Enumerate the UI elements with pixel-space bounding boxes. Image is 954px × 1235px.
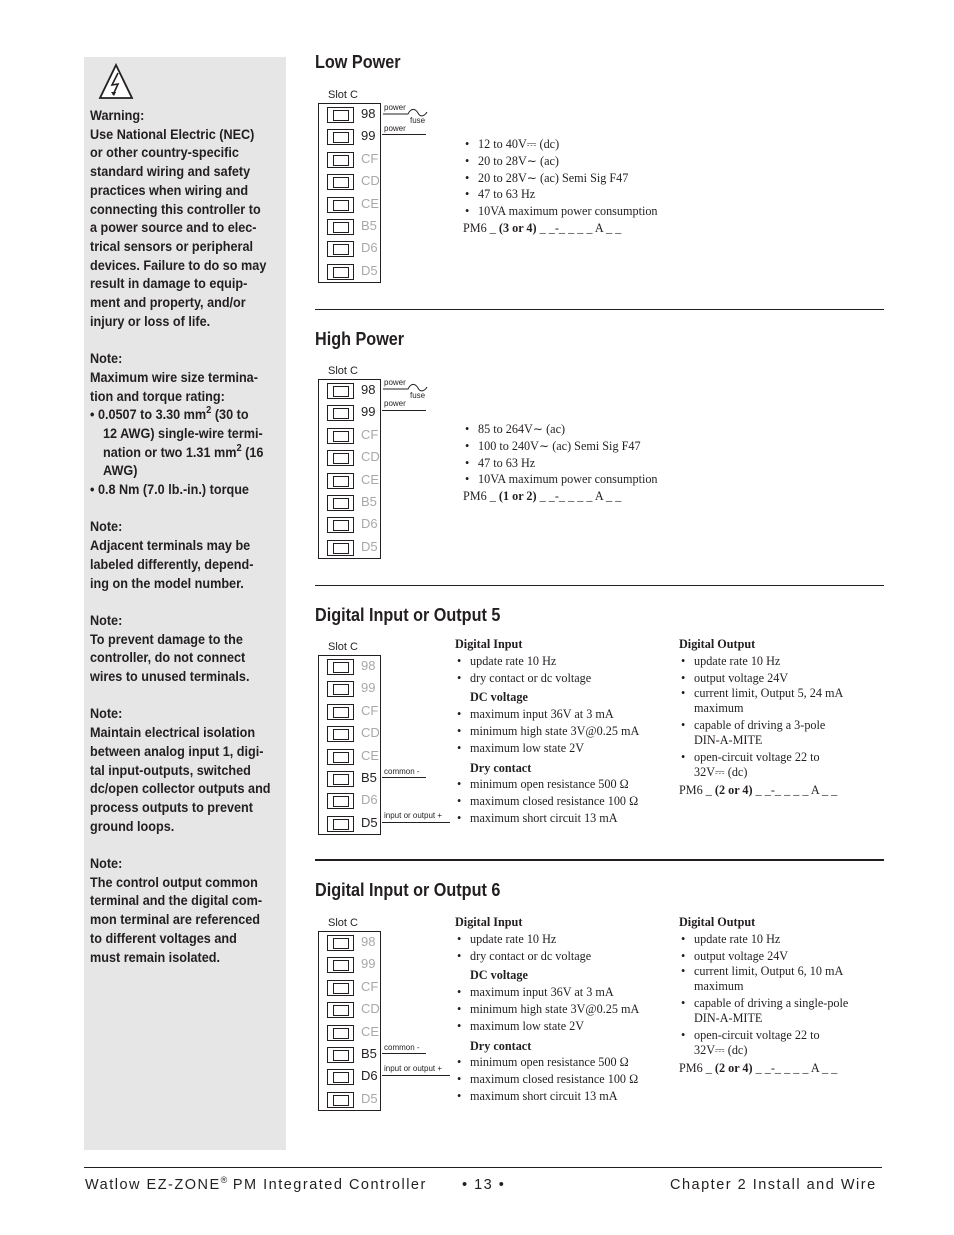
terminal-label: CD [361,725,380,741]
spec-item: • 12 to 40V⎓ (dc) [463,136,658,153]
terminal-screw-icon [327,405,354,421]
spec-line: • capable of driving a single-pole [694,996,849,1011]
terminal-block-dio5 [318,655,381,835]
sidebar-text [90,107,270,986]
note-line: dc/open collector outputs and [90,781,271,797]
note-line: The control output common [90,874,258,890]
terminal-cf [319,701,380,724]
terminal-screw-icon [327,1092,354,1108]
terminal-label: 98 [361,934,376,949]
terminal-d6 [319,238,380,261]
note-line: result in damage to equip- [90,276,248,292]
terminal-ce [319,746,380,769]
terminal-label: 99 [361,956,376,972]
digital-input-list [455,653,675,687]
digital-output-heading: Digital Output [679,915,756,929]
slot-label: Slot C [328,365,358,377]
terminal-label: B5 [361,770,377,785]
spec-item: • update rate 10 Hz [455,653,675,670]
spec-item [679,964,889,994]
terminal-screw-icon [327,517,354,533]
low-power-specs [463,136,658,237]
low-power-part-number: PM6 _ (3 or 4) _ _-_ _ _ _ A _ _ [463,220,622,235]
page-number: • 13 • [462,1177,506,1193]
terminal-screw-icon [327,241,354,257]
terminal-label: B5 [361,1046,377,1061]
power-label: power [384,103,406,112]
spec-item [679,996,889,1026]
spec-item: • maximum short circuit 13 mA [455,1088,675,1105]
terminal-label: D6 [361,240,378,256]
spec-line: • current limit, Output 5, 24 mA [694,686,844,701]
wire-line-2: 12 AWG) single-wire termi- [103,425,263,441]
note-line: tion and torque rating: [90,388,225,404]
note-line: must remain isolated. [90,949,220,965]
dio6-output-specs [679,914,889,1077]
terminal-screw-icon [327,450,354,466]
power-label-2: power [384,124,406,133]
terminal-screw-icon [327,428,354,444]
terminal-cd [319,723,380,746]
spec-item: • maximum input 36V at 3 mA [455,706,675,723]
dc-voltage-list [455,706,675,756]
terminal-block-dio6 [318,931,381,1111]
spec-line: 32V⎓ (dc) [694,1043,748,1058]
terminal-block-high-power [318,379,381,559]
terminal-screw-icon [327,174,354,190]
terminal-screw-icon [327,383,354,399]
spec-item: • maximum low state 2V [455,1018,675,1035]
spec-line: DIN-A-MITE [694,1011,763,1026]
note-line: trical sensors or peripheral [90,238,254,254]
isolation-note [90,705,270,836]
high-power-title: High Power [315,329,405,349]
terminal-d5 [319,261,380,284]
spec-item: • maximum closed resistance 100 Ω [455,793,675,810]
digital-output-heading: Digital Output [679,637,756,651]
wire-line-3: nation or two 1.31 mm [103,444,237,460]
spec-item: • output voltage 24V [679,670,889,687]
part-number [679,782,889,799]
footer-chapter: Chapter 2 Install and Wire [670,1177,877,1193]
terminal-screw-icon [327,681,354,697]
terminal-d5 [319,537,380,560]
spec-item: • minimum high state 3V@0.25 mA [455,723,675,740]
spec-item: • update rate 10 Hz [679,931,889,948]
terminal-label: B5 [361,218,377,233]
terminal-screw-icon [327,264,354,280]
note-heading: Warning: [90,108,145,123]
digital-input-heading: Digital Input [455,637,523,651]
terminal-cf [319,977,380,1000]
note-line: controller, do not connect [90,650,246,666]
terminal-screw-icon [327,704,354,720]
spec-item: • maximum short circuit 13 mA [455,810,675,827]
terminal-block-low-power [318,103,381,283]
terminal-cf [319,149,380,172]
unused-terminals-note [90,612,270,687]
note-line: connecting this controller to [90,201,261,217]
dio5-input-specs [455,636,675,827]
terminal-b5 [319,1044,380,1067]
note-heading: Note: [90,856,123,872]
terminal-screw-icon [327,107,354,123]
terminal-label: D6 [361,516,378,532]
note-line: labeled differently, depend- [90,556,254,572]
note-line: process outputs to prevent [90,799,253,815]
spec-item [679,750,889,780]
terminal-b5 [319,216,380,239]
terminal-screw-icon [327,957,354,973]
low-power-title: Low Power [315,52,401,72]
spec-line: DIN-A-MITE [694,733,763,748]
spec-item: • update rate 10 Hz [679,653,889,670]
note-line: Maximum wire size termina- [90,369,258,385]
terminal-label: CF [361,150,379,166]
terminal-screw-icon [327,726,354,742]
terminal-label: CD [361,449,380,465]
terminal-label: CE [361,1023,380,1039]
fuse-symbol-icon [382,108,432,118]
terminal-b5 [319,768,380,791]
slot-label: Slot C [328,917,358,929]
pm-prefix: PM6 _ [679,783,715,798]
adjacent-terminals-note [90,518,270,593]
spec-item: • minimum open resistance 500 Ω [455,776,675,793]
terminal-ce [319,194,380,217]
terminal-label: CF [361,702,379,718]
terminal-screw-icon [327,935,354,951]
common-terminal-note [90,855,270,967]
note-line: a power source and to elec- [90,220,257,236]
terminal-label: B5 [361,494,377,509]
footer-product: Watlow EZ-ZONE® PM Integrated Controller [85,1175,427,1193]
spec-line: 32V⎓ (dc) [694,765,748,780]
spec-line: maximum [694,701,744,716]
dc-voltage-list [455,984,675,1034]
terminal-label: 98 [361,658,376,673]
warning-sidebar [84,57,286,1150]
note-line: Maintain electrical isolation [90,725,256,741]
terminal-label: CF [361,978,379,994]
section-divider [315,309,884,310]
terminal-screw-icon [327,816,354,832]
note-line: tal input-outputs, switched [90,762,251,778]
fuse-symbol-icon [382,383,432,393]
spec-line: maximum [694,979,744,994]
pm-options: (2 or 4) [714,1061,753,1076]
slot-label: Slot C [328,89,358,101]
spec-item: • 10VA maximum power consumption [463,203,658,220]
terminal-label: CF [361,426,379,442]
spec-item: • 20 to 28V∼ (ac) [463,153,658,170]
dry-contact-heading: Dry contact [470,1038,532,1053]
terminal-screw-icon [327,793,354,809]
note-heading: Note: [90,706,123,722]
dry-contact-heading: Dry contact [470,760,532,775]
spec-item: • dry contact or dc voltage [455,948,675,965]
terminal-label: 98 [361,106,376,121]
spec-item: • 10VA maximum power consumption [463,471,658,488]
terminal-label: 99 [361,128,376,144]
terminal-d5 [319,1089,380,1112]
terminal-label: 99 [361,404,376,420]
note-heading: Note: [90,519,123,535]
terminal-98 [319,932,380,955]
terminal-b5 [319,492,380,515]
note-line: mon terminal are referenced [90,912,261,928]
pm-prefix: PM6 _ [679,1061,715,1076]
terminal-label: 99 [361,680,376,696]
digital-input-list [455,931,675,965]
spec-item: • maximum closed resistance 100 Ω [455,1071,675,1088]
power-label: power [384,378,406,387]
note-line: Use National Electric (NEC) [90,126,255,142]
terminal-99 [319,678,380,701]
wire-line-4: AWG) [103,463,138,479]
spec-item: • 85 to 264V∼ (ac) [463,421,658,438]
note-line: ing on the model number. [90,575,244,591]
terminal-cd [319,999,380,1022]
spec-line: • open-circuit voltage 22 to [694,750,820,765]
warning-block [90,107,270,331]
terminal-cd [319,171,380,194]
note-line: injury or loss of life. [90,313,211,329]
terminal-label: 98 [361,382,376,397]
terminal-cf [319,425,380,448]
note-line: or other country-specific [90,145,239,161]
terminal-label: D5 [361,538,378,554]
spec-item: • dry contact or dc voltage [455,670,675,687]
dio6-title: Digital Input or Output 6 [315,880,501,900]
terminal-d5 [319,813,380,836]
terminal-screw-icon [327,980,354,996]
electrical-hazard-icon [98,63,134,101]
terminal-d6 [319,514,380,537]
spec-item: • 47 to 63 Hz [463,455,658,472]
note-heading: Note: [90,351,123,367]
dio5-title: Digital Input or Output 5 [315,605,501,625]
note-line: devices. Failure to do so may [90,257,267,273]
note-line: to different voltages and [90,930,237,946]
terminal-screw-icon [327,1069,354,1085]
terminal-screw-icon [327,152,354,168]
terminal-label: D6 [361,1068,378,1084]
spec-item: • maximum input 36V at 3 mA [455,984,675,1001]
terminal-d6 [319,1066,380,1089]
note-line: ment and property, and/or [90,295,246,311]
terminal-label: CD [361,173,380,189]
digital-output-list [679,653,889,781]
terminal-screw-icon [327,219,354,235]
terminal-screw-icon [327,771,354,787]
dc-voltage-heading: DC voltage [470,968,528,983]
note-line: wires to unused terminals. [90,669,250,685]
terminal-label: CD [361,1001,380,1017]
slot-label: Slot C [328,641,358,653]
input-output-label: input or output + [384,811,443,820]
spec-item: • minimum open resistance 500 Ω [455,1054,675,1071]
spec-item: • minimum high state 3V@0.25 mA [455,1001,675,1018]
input-output-label: input or output + [384,1064,443,1073]
note-heading: Note: [90,612,123,628]
terminal-screw-icon [327,1025,354,1041]
terminal-ce [319,470,380,493]
terminal-label: CE [361,747,380,763]
terminal-99 [319,954,380,977]
note-line: standard wiring and safety [90,164,251,180]
terminal-98 [319,104,380,127]
power-label-2: power [384,399,406,408]
dio6-input-specs [455,914,675,1105]
note-line: between analog input 1, digi- [90,743,264,759]
spec-item: • maximum low state 2V [455,740,675,757]
wire-line-1: • 0.0507 to 3.30 mm [90,407,207,423]
terminal-99 [319,126,380,149]
spec-line: • open-circuit voltage 22 to [694,1028,820,1043]
note-line: practices when wiring and [90,182,249,198]
terminal-cd [319,447,380,470]
fuse-label: fuse [410,391,426,400]
spec-line: • capable of driving a 3-pole [694,718,826,733]
terminal-label: D5 [361,814,378,830]
fuse-label: fuse [410,116,426,125]
terminal-label: D5 [361,262,378,278]
spec-item: • update rate 10 Hz [455,931,675,948]
spec-item [679,1028,889,1058]
terminal-label: CE [361,195,380,211]
dc-voltage-heading: DC voltage [470,690,528,705]
spec-item: • 100 to 240V∼ (ac) Semi Sig F47 [463,438,658,455]
note-line: ground loops. [90,818,175,834]
wire-size-note: Note: Maximum wire size termina- tion and torque rating: • 0.0507 to 3.30 $mm^2$ (30 to 12 AWG) single-wire termi- nation or two 1.31 $mm^2$ (16 AWG) • 0.8 Nm (7.0 lb.-in.) torque [90,350,270,500]
wire-line-5: • 0.8 Nm (7.0 lb.-in.) torque [90,482,249,498]
section-divider [315,859,884,861]
terminal-d6 [319,790,380,813]
spec-item [679,718,889,748]
high-power-part-number: PM6 _ (1 or 2) _ _-_ _ _ _ A _ _ [463,489,622,504]
terminal-label: D5 [361,1090,378,1106]
digital-input-heading: Digital Input [455,915,523,929]
terminal-screw-icon [327,473,354,489]
terminal-screw-icon [327,129,354,145]
terminal-99 [319,402,380,425]
terminal-label: CE [361,471,380,487]
pm-options: (2 or 4) [714,783,753,798]
spec-item: • 20 to 28V∼ (ac) Semi Sig F47 [463,170,658,187]
terminal-screw-icon [327,1002,354,1018]
dio5-output-specs [679,636,889,799]
terminal-ce [319,1022,380,1045]
pm-suffix: _ _-_ _ _ _ A _ _ [752,783,838,798]
dry-contact-list [455,1054,675,1104]
terminal-label: D6 [361,792,378,808]
high-power-specs [463,421,658,505]
note-line: Adjacent terminals may be [90,538,251,554]
dry-contact-list [455,776,675,826]
terminal-screw-icon [327,659,354,675]
terminal-screw-icon [327,540,354,556]
spec-item: • 47 to 63 Hz [463,186,658,203]
terminal-screw-icon [327,749,354,765]
spec-item: • output voltage 24V [679,948,889,965]
spec-item [679,686,889,716]
terminal-98 [319,656,380,679]
terminal-screw-icon [327,1047,354,1063]
section-divider [315,585,884,586]
common-label: common - [384,1043,420,1052]
pm-suffix: _ _-_ _ _ _ A _ _ [752,1061,838,1076]
terminal-screw-icon [327,495,354,511]
note-line: terminal and the digital com- [90,893,263,909]
terminal-98 [319,380,380,403]
digital-output-list [679,931,889,1059]
spec-line: • current limit, Output 6, 10 mA [694,964,844,979]
terminal-screw-icon [327,197,354,213]
part-number [679,1060,889,1077]
note-line: To prevent damage to the [90,631,243,647]
common-label: common - [384,767,420,776]
footer-divider [84,1167,882,1168]
